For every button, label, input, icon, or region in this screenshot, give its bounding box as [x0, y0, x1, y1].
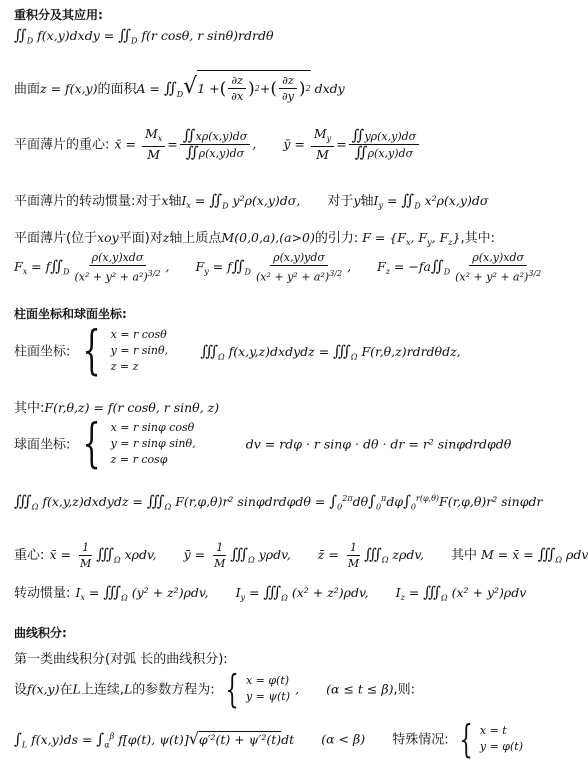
formula-parametric: 设f(x,y)在L上连续,L的参数方程为: { x = φ(t) y = ψ(t) , (α ≤ t ≤ β),则:: [14, 667, 415, 711]
param-mid3: 的参数方程为:: [132, 682, 215, 698]
heading-double-integral: 重积分及其应用:: [14, 8, 103, 22]
gravity-plane: 平面)对: [118, 231, 163, 246]
formula-plate-centroid: 平面薄片的重心: x̄ = $\frac{M_x}{M}$ = $\frac{∬x\rho(x,y)d\sigma}{∬\rho(x,y)d\sigma}$ , ȳ = $\frac{M_y}{M}$ = $\frac{∬y\rho(x,y)d\sigma}{∬\rho(x,y)d\sigma}$: [14, 126, 421, 162]
heading-curve-integral: 曲线积分:: [14, 626, 67, 640]
param-mid: 在: [59, 682, 73, 698]
formula-gravity-force: 平面薄片(位于xoy平面)对z轴上质点M(0,0,a),(a>0)的引力: $F = \{F_x$, $F_y$, $F_z$},其中:: [14, 230, 495, 247]
where-label: 其中:: [14, 401, 45, 416]
center-label: 重心:: [14, 548, 45, 563]
formula-polar-transform: $∬_D$ f(x,y)dxdy = $∬_D$ f(r cosθ, r sinθ)rdrdθ: [14, 26, 274, 46]
heading-cyl-sph: 柱面坐标和球面坐标:: [14, 307, 127, 321]
first-kind-label: 第一类曲线积分(对弧 长的曲线积分):: [14, 652, 228, 667]
inertia-label: 平面薄片的转动惯量:对于: [14, 194, 162, 209]
gravity-force-label: 的引力:: [314, 231, 359, 246]
param-prefix: 设: [14, 682, 28, 698]
formula-cylindrical: 柱面坐标: { x = r cosθ y = r sinθ, z = z $∭_\Omega$ f(x,y,z)dxdydz = $∭_\Omega$ F(r,θ,z)rdrdθdz,: [14, 321, 461, 381]
formula-force-components: $F_x$ = $f∬_D$ $\frac{\text{ρ(x,y)xdσ}}{(x^2 + y^2 + a^2)^{3/2}}$ , $F_y$ = $f∬_D$ $\frac{\text{ρ(x,y)ydσ}}{(x^2 + y^2 + a^2)^{3/2}}$ , $F_z$ = $-fa∬_D$ $\frac{\text{ρ(x,y)xdσ}}{(x^2 + y^2 + a^2)^{3/2}}$: [14, 251, 542, 284]
sph-label: 球面坐标:: [14, 437, 71, 453]
formula-spherical: 球面坐标: { x = r sinφ cosθ y = r sinφ sinθ, z = r cosφ dv = rdφ · r sinφ · dθ · dr = r² sinφdrdφdθ: [14, 414, 512, 474]
formula-center-of-mass: 重心: x̄ = $\frac{1}{M}$ $∭_\Omega$ xρdv, ȳ = $\frac{1}{M}$ $∭_\Omega$ yρdv, z̄ = $\frac{1}{M}$ $∭_\Omega$ zρdv, 其中 M = x̄ = $∭_\Omega$ ρdv: [14, 541, 588, 570]
formula-plate-inertia: 平面薄片的转动惯量:对于x轴$I_x$ = $∬_D$ y²ρ(x,y)dσ, 对于y轴$I_y$ = $∬_D$ x²ρ(x,y)dσ: [14, 191, 489, 211]
formula-3d-inertia: 转动惯量: $I_x$ = $∭_\Omega$ (y² + z²)ρdv, $I_y$ = $∭_\Omega$ (x² + z²)ρdv, $I_z$ = $∭_\Omega$ (x² + y²)ρdv: [14, 583, 527, 603]
where-M-label: 其中: [451, 548, 478, 563]
inertia3d-label: 转动惯量:: [14, 586, 71, 601]
gravity-label: 平面薄片(位于: [14, 231, 98, 246]
param-then: ,则:: [393, 682, 415, 698]
inertia-x-label: 轴: [168, 194, 182, 209]
special-case-label: 特殊情况:: [392, 732, 449, 748]
formula-cyl-where: 其中:F(r,θ,z) = f(r cosθ, r sinθ, z): [14, 400, 220, 416]
surface-label: 曲面: [14, 82, 41, 97]
formula-surface-area: 曲面z = f(x,y)的面积$A = ∬_D√1$ + ( $\frac{\partial z}{\partial x}$ ) 2 + ( $\frac{\partial z}{\partial y}$ ) 2 dxdy: [14, 70, 345, 104]
surface-area-label: 的面积: [97, 82, 137, 97]
inertia-y-label: 轴: [360, 194, 374, 209]
cyl-label: 柱面坐标:: [14, 344, 71, 360]
inertia-mid-label: 对于: [327, 194, 354, 209]
formula-spherical-integral: $∭_\Omega$ f(x,y,z)dxdydz = $∭_\Omega$ F(r,φ,θ)r² $\sin\varphi drd\varphi d\theta = \int_0^{2\pi}d\theta\int_0^\pi d\varphi\int_0^{r(\varphi,\theta)}F(r,\varphi,\theta)r^2$ sinφdr: [14, 492, 543, 512]
formula-arc-integral: $\int_L$ $f(x,y)ds = \int_\alpha^\beta$ f[φ(t), ψ(t)]√φ′²(t) + ψ′²(t)dt (α < β) 特殊情况: { x = t y = φ(t): [14, 717, 524, 761]
param-mid2: 上连续,: [80, 682, 124, 698]
centroid-label: 平面薄片的重心:: [14, 137, 110, 153]
gravity-tail: ,其中:: [460, 231, 495, 246]
gravity-axis: 轴上质点: [169, 231, 222, 246]
